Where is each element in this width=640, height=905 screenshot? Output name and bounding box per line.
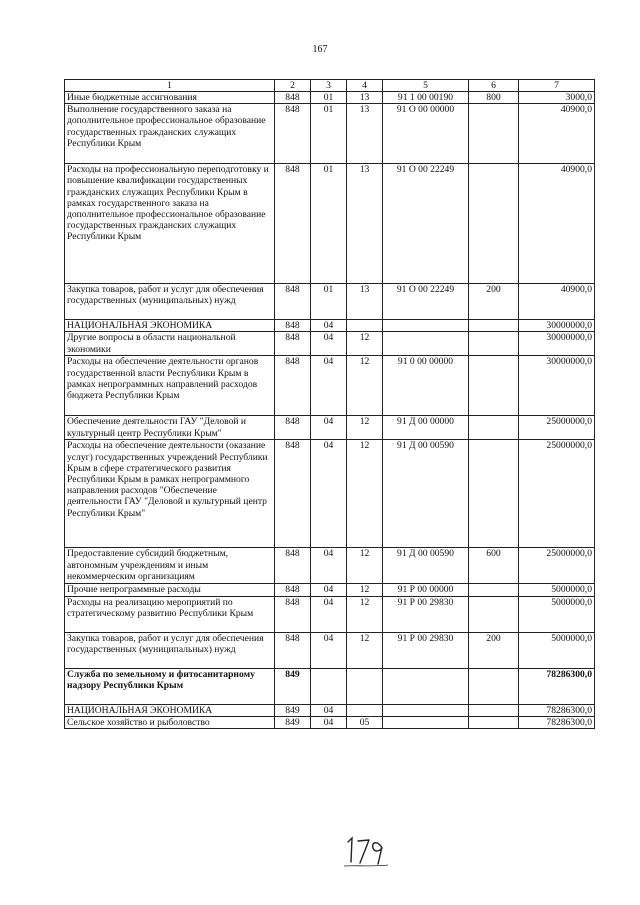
row-target-article-cell (383, 716, 469, 728)
row-code-cell: 848 (275, 332, 311, 356)
row-amount-cell: 3000,0 (519, 92, 595, 104)
table-row (65, 92, 595, 104)
table-row (65, 284, 595, 320)
row-code-cell: 848 (275, 92, 311, 104)
row-amount-cell: 30000000,0 (519, 332, 595, 356)
row-name-cell: Закупка товаров, работ и услуг для обеспечения государственных (муниципальных) нужд (65, 632, 275, 668)
row-target-article-cell: 91 О 00 00000 (383, 104, 469, 164)
table-row (65, 416, 595, 440)
column-header: 5 (383, 80, 469, 92)
row-section-cell: 04 (311, 332, 347, 356)
row-target-article-cell: 91 Д 00 00590 (383, 440, 469, 548)
row-subsection-cell: 13 (347, 104, 383, 164)
row-name-cell: Расходы на реализацию мероприятий по стратегическому развитию Республики Крым (65, 596, 275, 632)
row-name-cell: НАЦИОНАЛЬНАЯ ЭКОНОМИКА (65, 320, 275, 332)
row-amount-cell: 30000000,0 (519, 356, 595, 416)
row-amount-cell: 5000000,0 (519, 632, 595, 668)
row-section-cell: 04 (311, 548, 347, 584)
row-code-cell: 848 (275, 164, 311, 284)
row-expense-type-cell: 600 (469, 548, 519, 584)
column-header: 4 (347, 80, 383, 92)
row-amount-cell: 30000000,0 (519, 320, 595, 332)
table-row (65, 332, 595, 356)
row-target-article-cell: 91 О 00 22249 (383, 164, 469, 284)
row-name-cell: Иные бюджетные ассигнования (65, 92, 275, 104)
row-name-cell: Расходы на обеспечение деятельности (оказание услуг) государственных учреждений Республики Крым в сфере стратегического развития Республики Крым в рамках непрограммного направления расходов "Обеспечение деятельности ГАУ "Деловой и культурный центр Республики Крым" (65, 440, 275, 548)
row-section-cell: 01 (311, 164, 347, 284)
row-code-cell: 848 (275, 584, 311, 596)
row-expense-type-cell (469, 668, 519, 704)
row-name-cell: Сельское хозяйство и рыболовство (65, 716, 275, 728)
row-expense-type-cell (469, 356, 519, 416)
row-target-article-cell: 91 1 00 00190 (383, 92, 469, 104)
row-amount-cell: 40900,0 (519, 164, 595, 284)
row-subsection-cell: 12 (347, 440, 383, 548)
row-name-cell: Другие вопросы в области национальной экономики (65, 332, 275, 356)
row-name-cell: Предоставление субсидий бюджетным, автономным учреждениям и иным некоммерческим организациям (65, 548, 275, 584)
row-name-cell: Расходы на обеспечение деятельности органов государственной власти Республики Крым в рамках непрограммных направлений расходов бюджета Республики Крым (65, 356, 275, 416)
row-target-article-cell: 91 Д 00 00590 (383, 548, 469, 584)
row-subsection-cell: 13 (347, 284, 383, 320)
row-target-article-cell: 91 О 00 22249 (383, 284, 469, 320)
row-subsection-cell: 12 (347, 356, 383, 416)
page-number: 167 (312, 44, 328, 55)
row-amount-cell: 78286300,0 (519, 716, 595, 728)
table-row (65, 164, 595, 284)
row-section-cell: 01 (311, 92, 347, 104)
row-target-article-cell: 91 Р 00 00000 (383, 584, 469, 596)
row-expense-type-cell (469, 440, 519, 548)
table-row (65, 632, 595, 668)
table-row (65, 584, 595, 596)
column-header: 7 (519, 80, 595, 92)
row-code-cell: 848 (275, 416, 311, 440)
table-row (65, 716, 595, 728)
row-amount-cell: 78286300,0 (519, 668, 595, 704)
row-expense-type-cell: 800 (469, 92, 519, 104)
row-section-cell: 04 (311, 440, 347, 548)
row-code-cell: 849 (275, 716, 311, 728)
row-subsection-cell (347, 704, 383, 716)
row-code-cell: 848 (275, 320, 311, 332)
row-name-cell: Выполнение государственного заказа на дополнительное профессиональное образование государственных гражданских служащих Республики Крым (65, 104, 275, 164)
budget-table (64, 79, 595, 729)
row-section-cell: 04 (311, 716, 347, 728)
table-row (65, 596, 595, 632)
row-subsection-cell: 12 (347, 632, 383, 668)
row-expense-type-cell (469, 596, 519, 632)
row-code-cell: 848 (275, 596, 311, 632)
row-amount-cell: 40900,0 (519, 104, 595, 164)
row-subsection-cell: 13 (347, 92, 383, 104)
row-amount-cell: 78286300,0 (519, 704, 595, 716)
row-section-cell: 04 (311, 596, 347, 632)
row-code-cell: 848 (275, 104, 311, 164)
column-header: 6 (469, 80, 519, 92)
row-section-cell: 04 (311, 632, 347, 668)
row-amount-cell: 5000000,0 (519, 584, 595, 596)
row-expense-type-cell (469, 104, 519, 164)
table-row (65, 320, 595, 332)
row-subsection-cell: 12 (347, 596, 383, 632)
row-code-cell: 848 (275, 284, 311, 320)
row-section-cell (311, 668, 347, 704)
row-subsection-cell: 12 (347, 416, 383, 440)
row-expense-type-cell (469, 164, 519, 284)
column-header: 2 (275, 80, 311, 92)
row-subsection-cell: 12 (347, 584, 383, 596)
table-row (65, 548, 595, 584)
row-subsection-cell: 13 (347, 164, 383, 284)
row-amount-cell: 5000000,0 (519, 596, 595, 632)
row-subsection-cell (347, 668, 383, 704)
row-target-article-cell (383, 332, 469, 356)
row-target-article-cell (383, 704, 469, 716)
row-name-cell: Расходы на профессиональную переподготовку и повышение квалификации государственных гражданских служащих Республики Крым в рамках государственного заказа на дополнительное профессиональное образование государственных гражданских служащих Республики Крым (65, 164, 275, 284)
table-row (65, 104, 595, 164)
row-name-cell: Прочие непрограммные расходы (65, 584, 275, 596)
table-row (65, 668, 595, 704)
row-target-article-cell (383, 320, 469, 332)
row-amount-cell: 25000000,0 (519, 440, 595, 548)
row-section-cell: 04 (311, 704, 347, 716)
row-section-cell: 04 (311, 356, 347, 416)
row-expense-type-cell (469, 416, 519, 440)
row-subsection-cell: 12 (347, 548, 383, 584)
column-header: 3 (311, 80, 347, 92)
row-section-cell: 04 (311, 584, 347, 596)
row-expense-type-cell: 200 (469, 632, 519, 668)
row-code-cell: 848 (275, 440, 311, 548)
row-target-article-cell: 91 0 00 00000 (383, 356, 469, 416)
row-subsection-cell: 12 (347, 332, 383, 356)
row-section-cell: 04 (311, 320, 347, 332)
row-target-article-cell: 91 Р 00 29830 (383, 596, 469, 632)
row-name-cell: НАЦИОНАЛЬНАЯ ЭКОНОМИКА (65, 704, 275, 716)
handwritten-page-number (342, 834, 392, 868)
row-amount-cell: 40900,0 (519, 284, 595, 320)
row-expense-type-cell (469, 704, 519, 716)
row-amount-cell: 25000000,0 (519, 548, 595, 584)
row-code-cell: 848 (275, 548, 311, 584)
table-row (65, 356, 595, 416)
row-code-cell: 849 (275, 668, 311, 704)
table-body (65, 92, 595, 729)
row-name-cell: Обеспечение деятельности ГАУ "Деловой и культурный центр Республики Крым" (65, 416, 275, 440)
row-subsection-cell: 05 (347, 716, 383, 728)
table-row (65, 704, 595, 716)
column-header-row (65, 80, 595, 92)
row-expense-type-cell: 200 (469, 284, 519, 320)
row-code-cell: 848 (275, 356, 311, 416)
row-code-cell: 848 (275, 632, 311, 668)
row-target-article-cell (383, 668, 469, 704)
row-expense-type-cell (469, 584, 519, 596)
row-code-cell: 849 (275, 704, 311, 716)
column-header: 1 (65, 80, 275, 92)
row-expense-type-cell (469, 332, 519, 356)
row-expense-type-cell (469, 320, 519, 332)
row-target-article-cell: 91 Р 00 29830 (383, 632, 469, 668)
row-section-cell: 01 (311, 104, 347, 164)
row-section-cell: 01 (311, 284, 347, 320)
row-amount-cell: 25000000,0 (519, 416, 595, 440)
row-target-article-cell: 91 Д 00 00000 (383, 416, 469, 440)
row-section-cell: 04 (311, 416, 347, 440)
row-name-cell: Служба по земельному и фитосанитарному надзору Республики Крым (65, 668, 275, 704)
row-name-cell: Закупка товаров, работ и услуг для обеспечения государственных (муниципальных) нужд (65, 284, 275, 320)
row-subsection-cell (347, 320, 383, 332)
table-row (65, 440, 595, 548)
row-expense-type-cell (469, 716, 519, 728)
